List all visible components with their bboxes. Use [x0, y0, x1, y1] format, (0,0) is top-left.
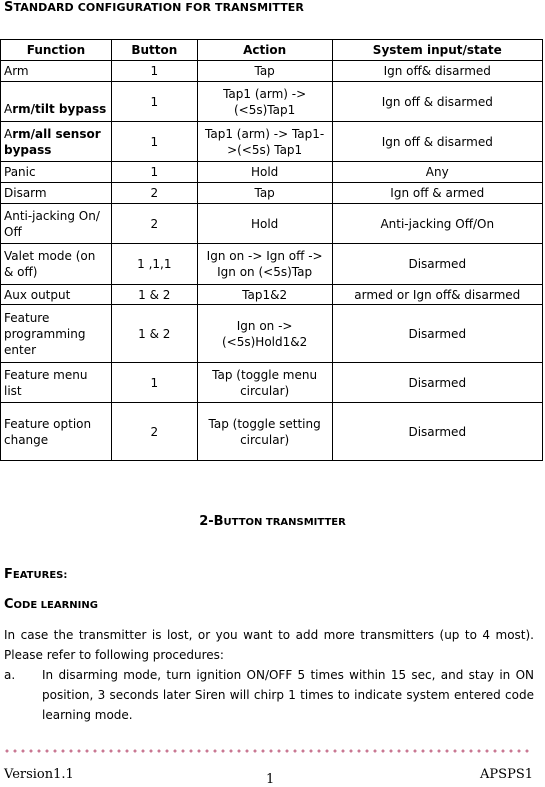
- features-heading-rest: EATURES:: [12, 570, 68, 581]
- cell-function: [1, 82, 112, 122]
- footer-document-code: APSPS1: [480, 767, 533, 782]
- cell-function: Arm: [1, 61, 112, 82]
- cell-action: Hold: [197, 162, 332, 183]
- table-header-row: [1, 40, 543, 61]
- cell-button: 2: [111, 183, 197, 204]
- cell-action: Tap: [197, 61, 332, 82]
- cell-function: [1, 122, 112, 162]
- features-heading: [4, 567, 67, 582]
- cell-button: 1: [111, 61, 197, 82]
- table-row: [1, 204, 543, 244]
- cell-function: Anti-jacking On/ Off: [1, 204, 112, 244]
- list-item: [4, 665, 534, 725]
- table-row: [1, 61, 543, 82]
- cell-state: Ign off & disarmed: [332, 82, 542, 122]
- table-row: [1, 363, 543, 403]
- section-heading-initial: 2-B: [199, 514, 224, 529]
- cell-state: Disarmed: [332, 244, 542, 285]
- code-learning-heading-rest: ODE LEARNING: [13, 600, 98, 611]
- cell-action: Hold: [197, 204, 332, 244]
- footer-version: Version1.1: [4, 767, 74, 782]
- cell-action: Tap (toggle menu circular): [197, 363, 332, 403]
- code-learning-heading-initial: C: [4, 597, 14, 612]
- cell-action: Ign on -> Ign off -> Ign on (<5s)Tap: [197, 244, 332, 285]
- features-heading-initial: F: [4, 567, 13, 582]
- page-title-initial: S: [4, 0, 14, 15]
- cell-state: Ign off& disarmed: [332, 61, 542, 82]
- cell-button: 1 & 2: [111, 285, 197, 305]
- cell-action: Tap1 (arm) ->(<5s)Tap1: [197, 82, 332, 122]
- cell-state: Anti-jacking Off/On: [332, 204, 542, 244]
- cell-action: Tap (toggle setting circular): [197, 403, 332, 461]
- cell-function: Aux output: [1, 285, 112, 305]
- cell-button: 1 ,1,1: [111, 244, 197, 285]
- cell-action: Tap1&2: [197, 285, 332, 305]
- cell-function: Valet mode (on & off): [1, 244, 112, 285]
- cell-button: 1: [111, 162, 197, 183]
- cell-button: 1: [111, 363, 197, 403]
- header-function: Function: [1, 40, 112, 61]
- header-action: Action: [197, 40, 332, 61]
- cell-function-initial: A: [4, 102, 13, 116]
- table-row: [1, 244, 543, 285]
- cell-state: Ign off & disarmed: [332, 122, 542, 162]
- code-learning-heading: [4, 597, 98, 612]
- header-button: Button: [111, 40, 197, 61]
- cell-state: Ign off & armed: [332, 183, 542, 204]
- cell-function: Feature option change: [1, 403, 112, 461]
- cell-function: Disarm: [1, 183, 112, 204]
- cell-button: 1: [111, 122, 197, 162]
- table-row: [1, 285, 543, 305]
- page-title-rest: TANDARD CONFIGURATION FOR TRANSMITTER: [13, 1, 304, 14]
- cell-state: Disarmed: [332, 403, 542, 461]
- cell-function: Feature menu list: [1, 363, 112, 403]
- table-row: [1, 82, 543, 122]
- cell-button: 1: [111, 82, 197, 122]
- cell-button: 1 & 2: [111, 305, 197, 363]
- cell-state: armed or Ign off& disarmed: [332, 285, 542, 305]
- cell-function: Panic: [1, 162, 112, 183]
- configuration-table: [0, 39, 543, 461]
- cell-button: 2: [111, 403, 197, 461]
- cell-action: Tap: [197, 183, 332, 204]
- cell-action: Tap1 (arm) -> Tap1->(<5s) Tap1: [197, 122, 332, 162]
- cell-state: Any: [332, 162, 542, 183]
- table-row: [1, 162, 543, 183]
- table-row: [1, 305, 543, 363]
- page-title: [4, 0, 304, 15]
- intro-paragraph: In case the transmitter is lost, or you want to add more transmitters (up to 4 most). Please refer to following procedures:: [4, 628, 534, 662]
- cell-function-initial: A: [4, 126, 13, 141]
- cell-function-bold: rm/all sensor bypass: [4, 126, 101, 157]
- table-row: [1, 122, 543, 162]
- cell-function: Feature programming enter: [1, 305, 112, 363]
- cell-function-bold: rm/tilt bypass: [12, 102, 107, 116]
- table-row: [1, 183, 543, 204]
- table-row: [1, 403, 543, 461]
- section-heading: [0, 514, 545, 529]
- cell-action: Ign on ->(<5s)Hold1&2: [197, 305, 332, 363]
- footer-page-number: 1: [266, 772, 275, 787]
- footer-divider: [3, 748, 530, 754]
- header-system-state: System input/state: [332, 40, 542, 61]
- section-heading-rest: UTTON TRANSMITTER: [223, 517, 346, 528]
- cell-state: Disarmed: [332, 363, 542, 403]
- list-item-text: In disarming mode, turn ignition ON/OFF 5 times within 15 sec, and stay in ON position, 3 seconds later Siren will chirp 1 times to indicate system entered code learning mode.: [42, 668, 534, 722]
- cell-state: Disarmed: [332, 305, 542, 363]
- list-item-marker: a.: [4, 668, 16, 682]
- cell-button: 2: [111, 204, 197, 244]
